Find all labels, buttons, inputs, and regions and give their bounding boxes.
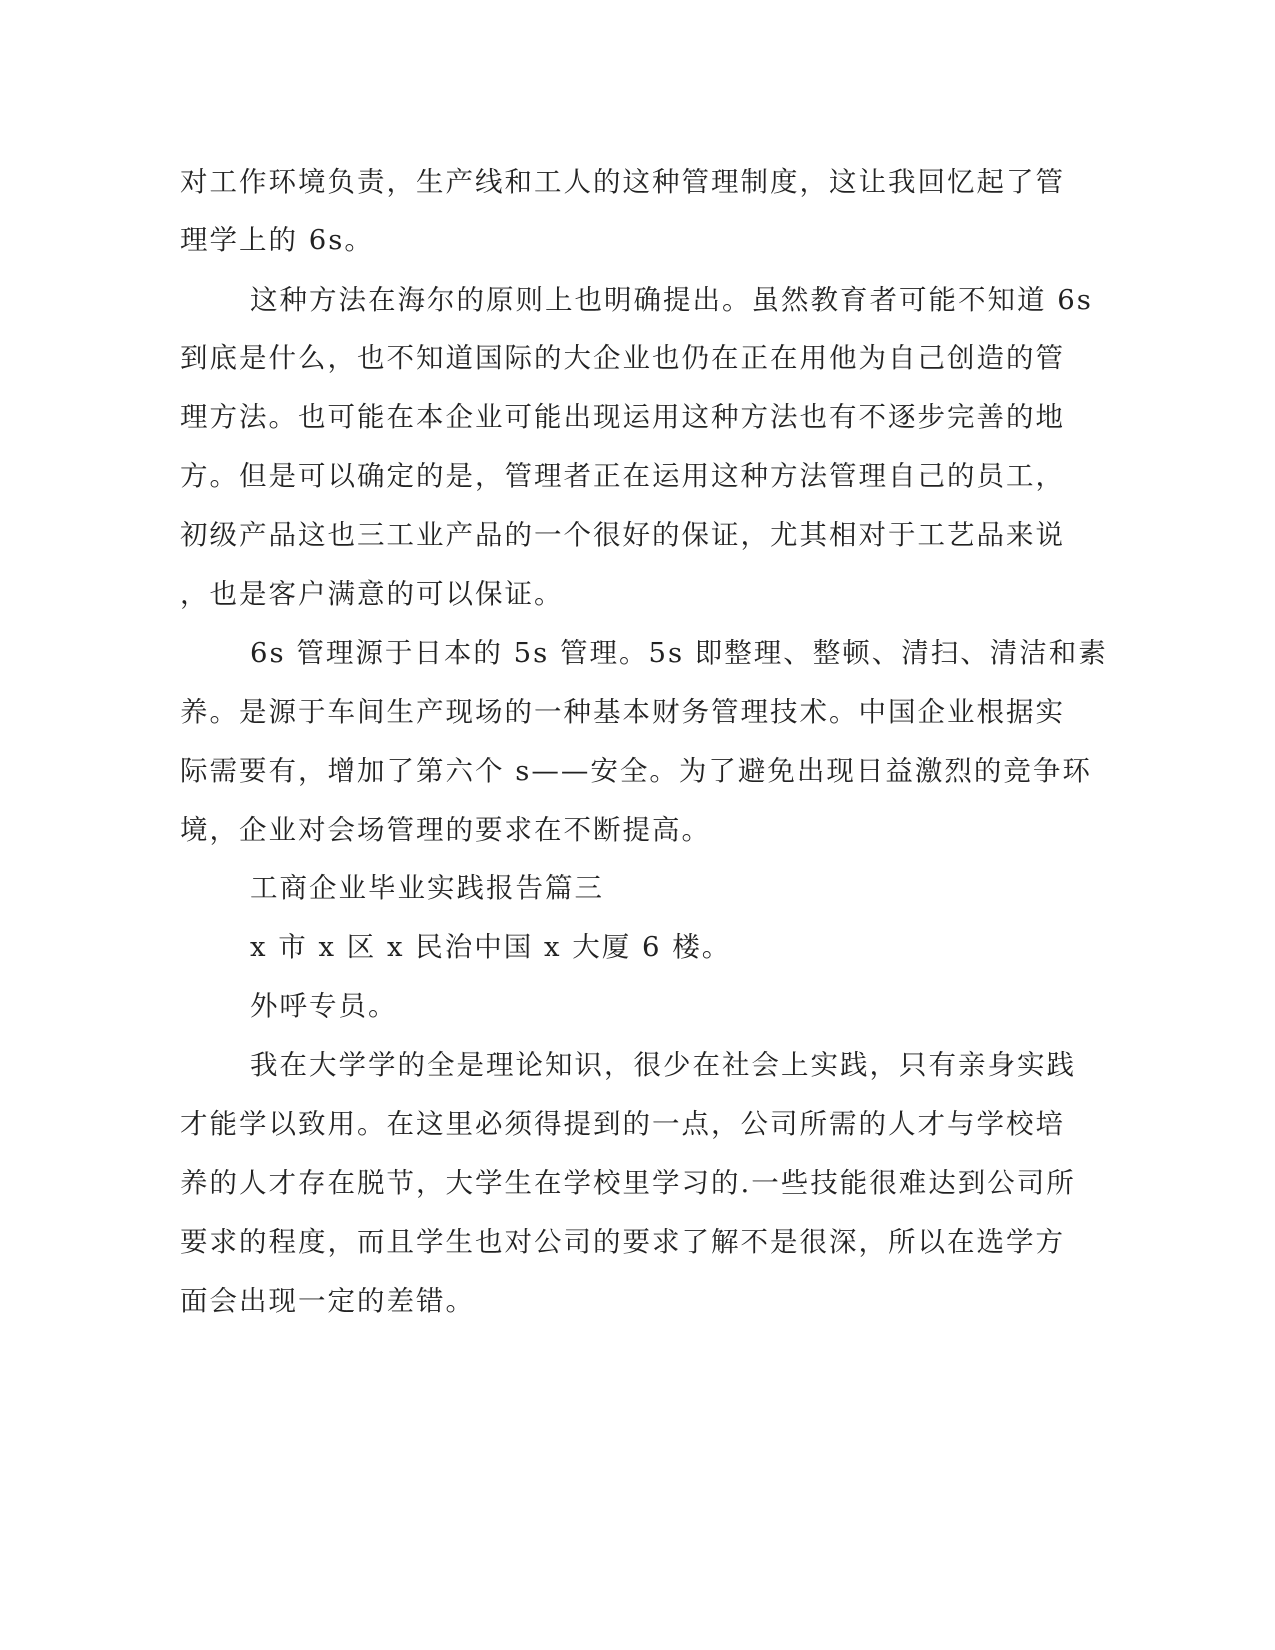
text-line: 才能学以致用。在这里必须得提到的一点，公司所需的人才与学校培 bbox=[180, 1108, 1065, 1140]
text-line: 养的人才存在脱节，大学生在学校里学习的.一些技能很难达到公司所 bbox=[180, 1167, 1076, 1199]
position-line: 外呼专员。 bbox=[250, 990, 398, 1022]
text-line: 理方法。也可能在本企业可能出现运用这种方法也有不逐步完善的地 bbox=[180, 401, 1065, 433]
text-line: 面会出现一定的差错。 bbox=[180, 1285, 475, 1317]
text-line: 对工作环境负责，生产线和工人的这种管理制度，这让我回忆起了管 bbox=[180, 166, 1065, 198]
section-heading: 工商企业毕业实践报告篇三 bbox=[250, 872, 604, 904]
text-line: 际需要有，增加了第六个 s——安全。为了避免出现日益激烈的竞争环 bbox=[180, 755, 1092, 787]
text-line: 这种方法在海尔的原则上也明确提出。虽然教育者可能不知道 6s bbox=[250, 284, 1093, 316]
text-line: 到底是什么，也不知道国际的大企业也仍在正在用他为自己创造的管 bbox=[180, 342, 1065, 374]
text-line: 养。是源于车间生产现场的一种基本财务管理技术。中国企业根据实 bbox=[180, 696, 1065, 728]
text-line: 境，企业对会场管理的要求在不断提高。 bbox=[180, 814, 711, 846]
text-line: 初级产品这也三工业产品的一个很好的保证，尤其相对于工艺品来说 bbox=[180, 519, 1065, 551]
address-line: x 市 x 区 x 民治中国 x 大厦 6 楼。 bbox=[250, 931, 732, 963]
text-line: 要求的程度，而且学生也对公司的要求了解不是很深，所以在选学方 bbox=[180, 1226, 1065, 1258]
text-line: 6s 管理源于日本的 5s 管理。5s 即整理、整顿、清扫、清洁和素 bbox=[250, 637, 1108, 669]
text-line: 我在大学学的全是理论知识，很少在社会上实践，只有亲身实践 bbox=[250, 1049, 1076, 1081]
text-line: ，也是客户满意的可以保证。 bbox=[180, 578, 564, 610]
text-line: 方。但是可以确定的是，管理者正在运用这种方法管理自己的员工， bbox=[180, 460, 1065, 492]
text-line: 理学上的 6s。 bbox=[180, 224, 374, 256]
